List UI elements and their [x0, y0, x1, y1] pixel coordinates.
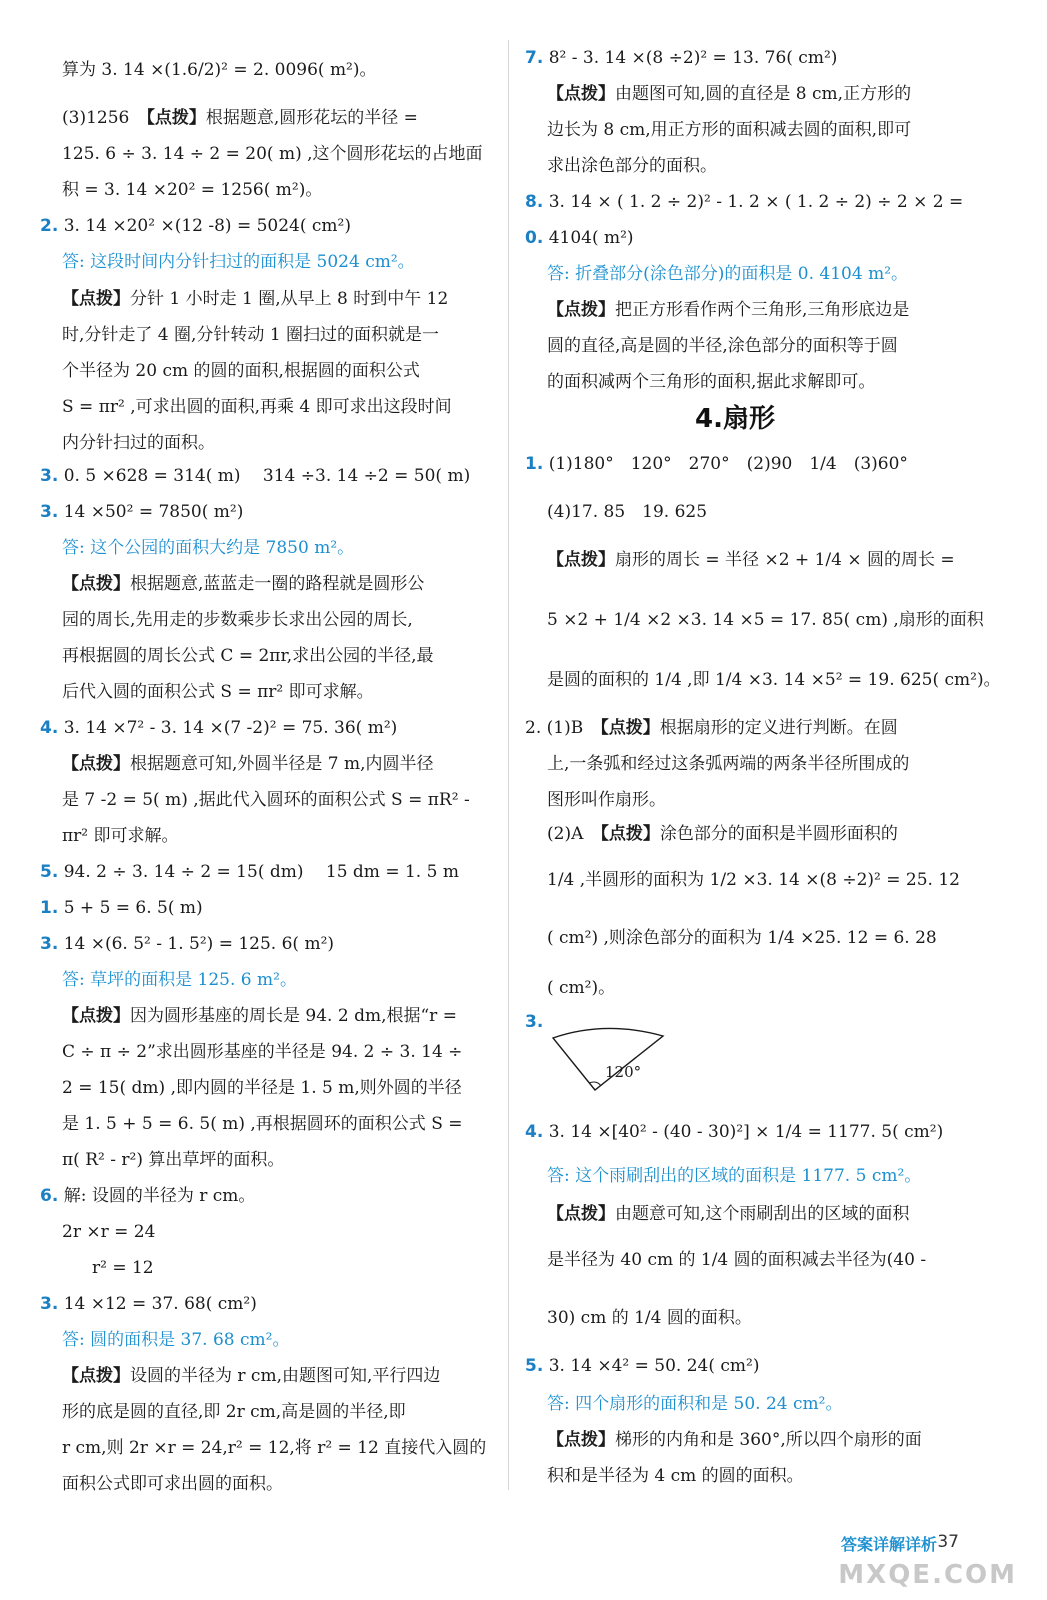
- left-line: r² = 12: [92, 1258, 154, 1278]
- question-number: 4.: [525, 1122, 544, 1142]
- left-line: 算为 3. 14 ×(1.6/2)² = 2. 0096( m²)。: [62, 60, 377, 80]
- left-line: π( R² - r²) 算出草坪的面积。: [62, 1150, 285, 1170]
- right-line: [525, 1010, 543, 1034]
- question-number: 0.: [525, 228, 544, 248]
- left-line: 积 = 3. 14 ×20² = 1256( m²)。: [62, 180, 323, 200]
- left-line: 2. 3. 14 ×20² ×(12 -8) = 5024( cm²): [40, 216, 351, 236]
- question-number: 3.: [40, 1294, 59, 1314]
- left-line: 是 1. 5 + 5 = 6. 5( m) ,再根据圆环的面积公式 S =: [62, 1114, 463, 1134]
- left-line: 6. 解: 设圆的半径为 r cm。: [40, 1186, 256, 1206]
- left-line: 【点拨】设圆的半径为 r cm,由题图可知,平行四边: [62, 1366, 441, 1386]
- question-number: 3.: [40, 466, 59, 486]
- right-line: 积和是半径为 4 cm 的圆的面积。: [547, 1466, 804, 1486]
- left-line: 再根据圆的周长公式 C = 2πr,求出公园的半径,最: [62, 646, 434, 666]
- right-line: 0. 4104( m²): [525, 228, 634, 248]
- tip-label: 【点拨】: [547, 84, 615, 104]
- page-number: 37: [937, 1532, 959, 1552]
- right-line: 5 ×2 + 1/4 ×2 ×3. 14 ×5 = 17. 85( cm) ,扇形的面积: [547, 610, 984, 630]
- left-line: 5. 94. 2 ÷ 3. 14 ÷ 2 = 15( dm) 15 dm = 1. 5 m: [40, 862, 459, 882]
- left-line: 是 7 -2 = 5( m) ,据此代入圆环的面积公式 S = πR² -: [62, 790, 470, 810]
- right-line: 答: 四个扇形的面积和是 50. 24 cm²。: [547, 1394, 843, 1414]
- right-line: 【点拨】把正方形看作两个三角形,三角形底边是: [547, 300, 910, 320]
- tip-label: 【点拨】: [547, 300, 615, 320]
- right-line: 8. 3. 14 × ( 1. 2 ÷ 2)² - 1. 2 × ( 1. 2 ÷ 2) ÷ 2 × 2 =: [525, 192, 964, 212]
- sector-angle-label: 120°: [605, 1063, 642, 1081]
- right-line: (4)17. 85 19. 625: [547, 502, 708, 522]
- left-line: 答: 圆的面积是 37. 68 cm²。: [62, 1330, 290, 1350]
- right-line: 【点拨】扇形的周长 = 半径 ×2 + 1/4 × 圆的周长 =: [547, 550, 955, 570]
- tip-label: 【点拨】: [62, 754, 130, 774]
- tip-label: 【点拨】: [547, 1430, 615, 1450]
- left-line: 面积公式即可求出圆的面积。: [62, 1474, 283, 1494]
- question-number: 5.: [525, 1356, 544, 1376]
- question-number: 7.: [525, 48, 544, 68]
- left-line: 答: 草坪的面积是 125. 6 m²。: [62, 970, 297, 990]
- right-line: ( cm²) ,则涂色部分的面积为 1/4 ×25. 12 = 6. 28: [547, 928, 937, 948]
- left-line: πr² 即可求解。: [62, 826, 179, 846]
- right-line: 7. 8² - 3. 14 ×(8 ÷2)² = 13. 76( cm²): [525, 48, 838, 68]
- question-number: 4.: [40, 718, 59, 738]
- right-line: 2. (1)B 【点拨】根据扇形的定义进行判断。在圆: [525, 718, 898, 738]
- question-number: 1.: [40, 898, 59, 918]
- tip-label: 【点拨】: [600, 718, 660, 738]
- question-number: 3.: [40, 934, 59, 954]
- right-line: 【点拨】梯形的内角和是 360°,所以四个扇形的面: [547, 1430, 922, 1450]
- right-line: 4. 3. 14 ×[40² - (40 - 30)²] × 1/4 = 1177. 5( cm²): [525, 1122, 944, 1142]
- question-number: 3.: [525, 1012, 544, 1032]
- left-line: C ÷ π ÷ 2”求出圆形基座的半径是 94. 2 ÷ 3. 14 ÷: [62, 1042, 463, 1062]
- left-line: 园的周长,先用走的步数乘步长求出公园的周长,: [62, 610, 413, 630]
- right-line: 边长为 8 cm,用正方形的面积减去圆的面积,即可: [547, 120, 912, 140]
- question-number: 5.: [40, 862, 59, 882]
- right-line: 答: 这个雨刷刮出的区域的面积是 1177. 5 cm²。: [547, 1166, 922, 1186]
- left-line: 答: 这个公园的面积大约是 7850 m²。: [62, 538, 355, 558]
- right-line: 的面积减两个三角形的面积,据此求解即可。: [547, 372, 876, 392]
- left-line: 时,分针走了 4 圈,分针转动 1 圈扫过的面积就是一: [62, 325, 440, 345]
- right-line: 上,一条弧和经过这条弧两端的两条半径所围成的: [547, 754, 910, 774]
- left-line: 2r ×r = 24: [62, 1222, 156, 1242]
- left-line: 125. 6 ÷ 3. 14 ÷ 2 = 20( m) ,这个圆形花坛的占地面: [62, 144, 483, 164]
- question-number: 2.: [40, 216, 59, 236]
- watermark: MXQE.COM: [838, 1560, 1017, 1590]
- question-number: 8.: [525, 192, 544, 212]
- tip-label: 【点拨】: [547, 1204, 615, 1224]
- left-line: (3)1256 【点拨】根据题意,圆形花坛的半径 =: [62, 108, 418, 128]
- right-line: 圆的直径,高是圆的半径,涂色部分的面积等于圆: [547, 336, 898, 356]
- left-line: S = πr² ,可求出圆的面积,再乘 4 即可求出这段时间: [62, 397, 452, 417]
- right-line: 答: 折叠部分(涂色部分)的面积是 0. 4104 m²。: [547, 264, 909, 284]
- left-line: 个半径为 20 cm 的圆的面积,根据圆的面积公式: [62, 361, 420, 381]
- left-line: 3. 14 ×50² = 7850( m²): [40, 502, 244, 522]
- right-line: ( cm²)。: [547, 978, 616, 998]
- right-line: 1. (1)180° 120° 270° (2)90 1/4 (3)60°: [525, 454, 908, 474]
- right-line: 是半径为 40 cm 的 1/4 圆的面积减去半径为(40 -: [547, 1250, 927, 1270]
- left-line: 形的底是圆的直径,即 2r cm,高是圆的半径,即: [62, 1402, 406, 1422]
- right-line: 图形叫作扇形。: [547, 790, 666, 810]
- right-line: 求出涂色部分的面积。: [547, 156, 717, 176]
- right-line: 【点拨】由题图可知,圆的直径是 8 cm,正方形的: [547, 84, 912, 104]
- right-line: 5. 3. 14 ×4² = 50. 24( cm²): [525, 1356, 760, 1376]
- left-line: 3. 14 ×12 = 37. 68( cm²): [40, 1294, 257, 1314]
- right-line: (2)A 【点拨】涂色部分的面积是半圆形面积的: [547, 824, 898, 844]
- left-line: 内分针扫过的面积。: [62, 433, 215, 453]
- left-line: 【点拨】因为圆形基座的周长是 94. 2 dm,根据“r =: [62, 1006, 457, 1026]
- tip-label: 【点拨】: [62, 574, 130, 594]
- footer-label: 答案详解详析: [840, 1535, 937, 1554]
- question-number: 6.: [40, 1186, 59, 1206]
- section-title: 4.扇形: [695, 404, 775, 434]
- left-line: r cm,则 2r ×r = 24,r² = 12,将 r² = 12 直接代入圆的: [62, 1438, 487, 1458]
- right-line: 是圆的面积的 1/4 ,即 1/4 ×3. 14 ×5² = 19. 625( cm²)。: [547, 670, 1001, 690]
- left-line: 【点拨】根据题意可知,外圆半径是 7 m,内圆半径: [62, 754, 434, 774]
- left-line: 答: 这段时间内分针扫过的面积是 5024 cm²。: [62, 252, 415, 272]
- left-line: 3. 14 ×(6. 5² - 1. 5²) = 125. 6( m²): [40, 934, 335, 954]
- left-line: 3. 0. 5 ×628 = 314( m) 314 ÷3. 14 ÷2 = 50( m): [40, 466, 471, 486]
- tip-label: 【点拨】: [62, 1366, 130, 1386]
- right-line: 1/4 ,半圆形的面积为 1/2 ×3. 14 ×(8 ÷2)² = 25. 12: [547, 870, 960, 890]
- tip-label: 【点拨】: [62, 1006, 130, 1026]
- question-number: 3.: [40, 502, 59, 522]
- tip-label: 【点拨】: [146, 108, 206, 128]
- tip-label: 【点拨】: [547, 550, 615, 570]
- column-divider: [508, 40, 509, 1490]
- left-line: 4. 3. 14 ×7² - 3. 14 ×(7 -2)² = 75. 36( m²): [40, 718, 398, 738]
- tip-label: 【点拨】: [600, 824, 660, 844]
- tip-label: 【点拨】: [62, 289, 130, 309]
- left-line: 后代入圆的面积公式 S = πr² 即可求解。: [62, 682, 374, 702]
- left-line: 2 = 15( dm) ,即内圆的半径是 1. 5 m,则外圆的半径: [62, 1078, 462, 1098]
- left-line: 【点拨】分针 1 小时走 1 圈,从早上 8 时到中午 12: [62, 289, 449, 309]
- right-line: 30) cm 的 1/4 圆的面积。: [547, 1308, 752, 1328]
- left-line: 1. 5 + 5 = 6. 5( m): [40, 898, 203, 918]
- right-line: 【点拨】由题意可知,这个雨刷刮出的区域的面积: [547, 1204, 910, 1224]
- left-line: 【点拨】根据题意,蓝蓝走一圈的路程就是圆形公: [62, 574, 425, 594]
- question-number: 1.: [525, 454, 544, 474]
